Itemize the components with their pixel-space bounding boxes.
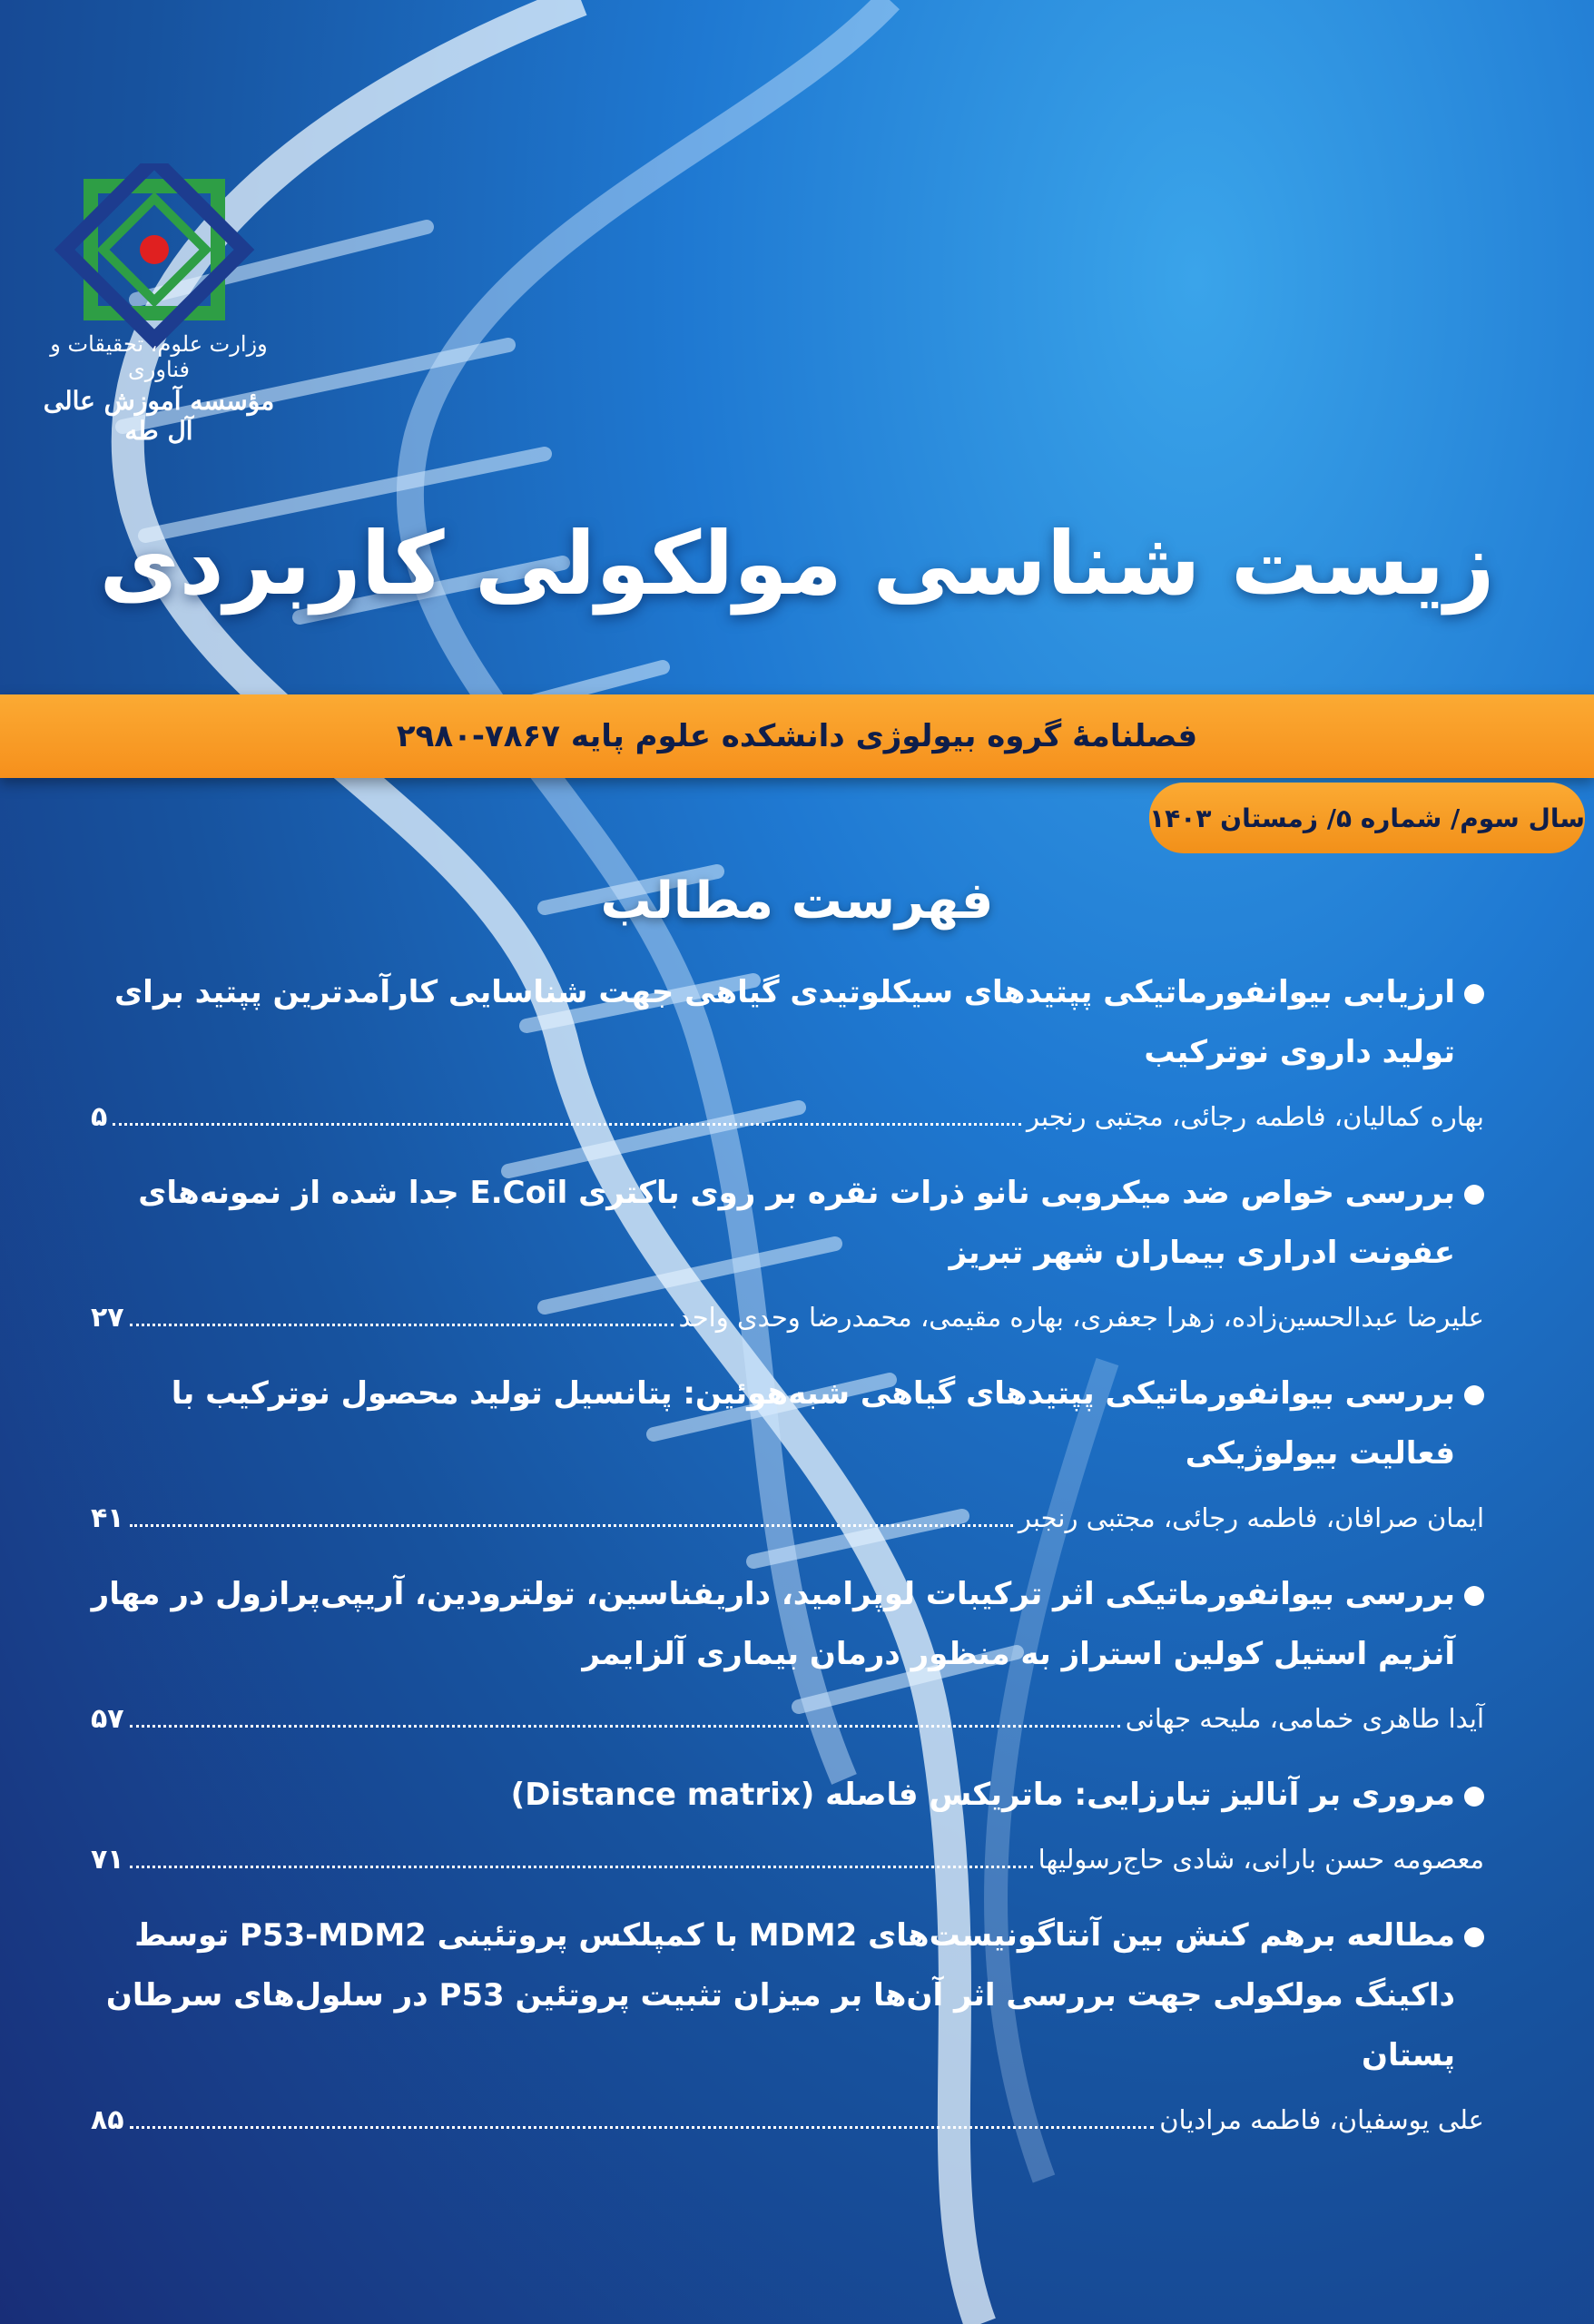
toc-item-authors: بهاره کمالیان، فاطمه رجائی، مجتبی رنجبر ۵ [91,1091,1484,1143]
toc-item-authors: علیرضا عبدالحسین‌زاده، زهرا جعفری، بهاره مقیمی، محمدرضا وحدی واحد ۲۷ [91,1292,1484,1344]
page-number: ۲۷ [91,1302,124,1334]
toc-item [91,1905,1484,2146]
toc-item [91,1163,1484,1344]
bullet-icon [1464,984,1484,1004]
toc-item-title[interactable]: مطالعه برهم کنش بین آنتاگونیست‌های MDM2 با کمپلکس پروتئینی P53-MDM2 توسط داکینگ مولکولی جهت بررسی اثر آن‌ها بر میزان تثبیت پروتئین P53 در سلول‌های سرطان پستان [91,1905,1484,2085]
leader-dots [130,1865,1033,1868]
bullet-icon [1464,1185,1484,1205]
page-number: ۵۷ [91,1703,124,1735]
journal-title: زیست شناسی مولکولی کاربردی [99,513,1495,615]
page-number: ۷۱ [91,1844,124,1876]
leader-dots [130,1323,674,1326]
table-of-contents [91,962,1484,2146]
page-number: ۴۱ [91,1502,124,1534]
bullet-icon [1464,1927,1484,1947]
toc-item-authors: معصومه حسن بارانی، شادی حاج‌رسولیها ۷۱ [91,1834,1484,1886]
toc-item-authors: آیدا طاهری خمامی، ملیحه جهانی ۵۷ [91,1693,1484,1745]
page-number: ۸۵ [91,2104,124,2136]
leader-dots [130,2125,1155,2129]
toc-item-authors: علی یوسفیان، فاطمه مرادیان ۸۵ [91,2094,1484,2146]
toc-item-title[interactable]: مروری بر آنالیز تبارزایی: ماتریکس فاصله (Distance matrix) [91,1765,1484,1825]
toc-item-title[interactable]: ارزیابی بیوانفورماتیکی پپتیدهای سیکلوتیدی گیاهی جهت شناسایی کارآمدترین پپتید برای تولید داروی نوترکیب [91,962,1484,1082]
toc-heading: فهرست مطالب [600,872,994,931]
toc-item-title[interactable]: بررسی بیوانفورماتیکی اثر ترکیبات لوپرامید، داریفناسین، تولترودین، آریپی‌پرازول در مهار آنزیم استیل کولین استراز به منظور درمان بیماری آلزایمر [91,1564,1484,1684]
issue-info-tab [1149,783,1585,853]
toc-item [91,962,1484,1143]
institute-name: مؤسسه آموزش عالی آل طه [43,386,275,446]
toc-item [91,1765,1484,1886]
issue-info: سال سوم/ شماره ۵/ زمستان ۱۴۰۳ [1149,803,1585,833]
leader-dots [113,1122,1021,1126]
ministry-name: وزارت علوم، تحقیقات و فناوری [50,331,268,382]
toc-item [91,1564,1484,1745]
toc-item-title[interactable]: بررسی خواص ضد میکروبی نانو ذرات نقره بر روی باکتری E.Coil جدا شده از نمونه‌های عفونت ادراری بیماران شهر تبریز [91,1163,1484,1283]
toc-item-title[interactable]: بررسی بیوانفورماتیکی پپتیدهای گیاهی شبه‌هوئین: پتانسیل تولید محصول نوترکیب با فعالیت بیولوژیکی [91,1364,1484,1483]
journal-subtitle: فصلنامۀ گروه بیولوژی دانشکده علوم پایه ۷۸۶۷-۲۹۸۰ [396,718,1198,754]
toc-item-authors: ایمان صرافان، فاطمه رجائی، مجتبی رنجبر ۴۱ [91,1492,1484,1544]
leader-dots [130,1523,1013,1527]
institution-name [36,331,281,446]
toc-item [91,1364,1484,1544]
bullet-icon [1464,1787,1484,1807]
page-number: ۵ [91,1101,108,1133]
bullet-icon [1464,1586,1484,1606]
journal-subtitle-band [0,694,1594,778]
bullet-icon [1464,1385,1484,1405]
leader-dots [130,1724,1120,1728]
